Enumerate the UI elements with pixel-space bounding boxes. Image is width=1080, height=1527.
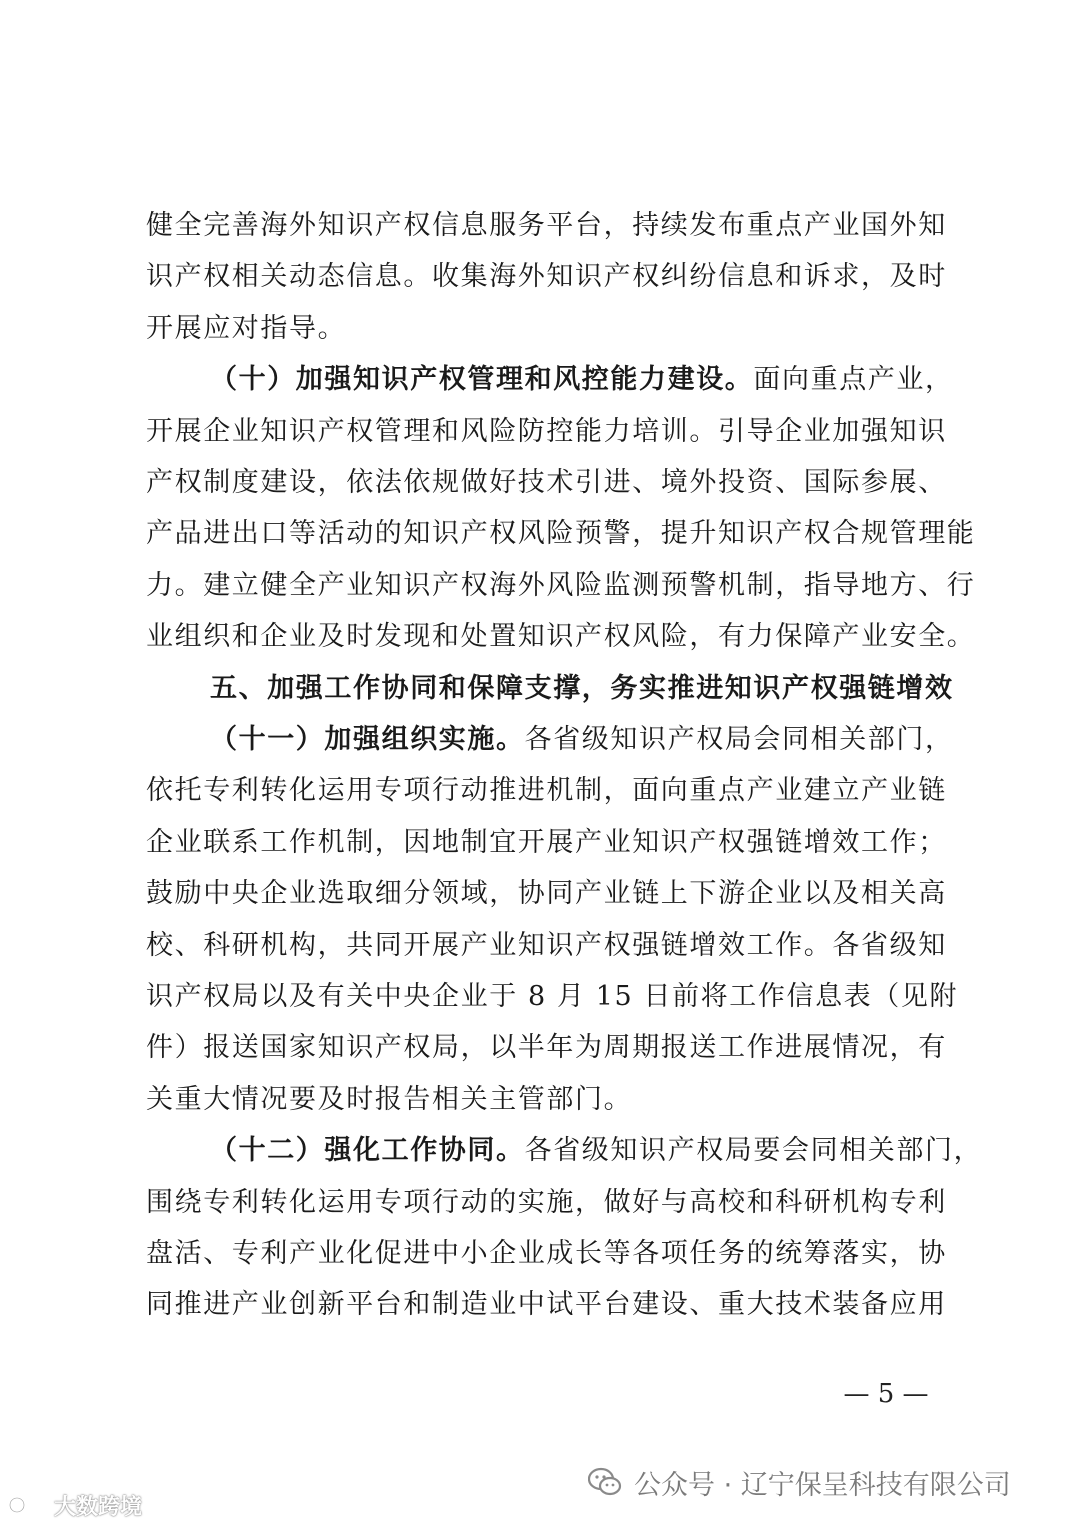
text-line	[146, 874, 946, 914]
text-line	[146, 926, 946, 966]
clause-heading: （十）加强知识产权管理和风控能力建设。	[210, 364, 754, 396]
watermark-text: 公众号 · 辽宁保呈科技有限公司	[634, 1469, 1011, 1501]
line-text: 依托专利转化运用专项行动推进机制，面向重点产业建立产业链	[146, 775, 947, 807]
line-text: 开展企业知识产权管理和风险防控能力培训。引导企业加强知识	[146, 415, 947, 447]
text-line	[146, 1183, 946, 1223]
section-heading	[210, 669, 954, 709]
text-line	[146, 257, 946, 297]
wechat-icon	[588, 1467, 622, 1497]
line-text: 业组织和企业及时发现和处置知识产权风险，有力保障产业安全。	[146, 621, 976, 653]
line-text: 识产权局以及有关中央企业于 8 月 15 日前将工作信息表（见附	[146, 981, 959, 1012]
line-text: 产品进出口等活动的知识产权风险预警，提升知识产权合规管理能	[146, 518, 976, 550]
line-text: 力。建立健全产业知识产权海外风险监测预警机制，指导地方、行	[146, 569, 976, 601]
brand-logo-icon	[8, 1492, 48, 1518]
line-text: 识产权相关动态信息。收集海外知识产权纠纷信息和诉求，及时	[146, 261, 947, 293]
text-line	[210, 1131, 983, 1171]
text-line	[146, 566, 976, 606]
line-text: 校、科研机构，共同开展产业知识产权强链增效工作。各省级知	[146, 929, 947, 961]
text-line	[146, 1080, 946, 1120]
text-line	[146, 1285, 946, 1325]
corner-brand-text: 大数跨境	[54, 1494, 143, 1520]
page-number: — 5 —	[843, 1379, 929, 1409]
text-line	[210, 360, 954, 400]
line-text: 开展应对指导。	[146, 312, 347, 344]
text-line	[146, 1028, 946, 1068]
line-text: 企业联系工作机制，因地制宜开展产业知识产权强链增效工作；	[146, 826, 947, 858]
section-heading-text: 五、加强工作协同和保障支撑，务实推进知识产权强链增效	[210, 672, 954, 704]
text-line	[210, 720, 954, 760]
line-text: 各省级知识产权局会同相关部门，	[524, 724, 954, 755]
text-line	[146, 463, 946, 503]
line-text: 围绕专利转化运用专项行动的实施，做好与高校和科研机构专利	[146, 1186, 947, 1218]
text-line	[146, 823, 946, 863]
text-line	[146, 977, 959, 1017]
text-line	[146, 617, 976, 657]
line-text: 盘活、专利产业化促进中小企业成长等各项任务的统筹落实，协	[146, 1238, 947, 1269]
text-line	[146, 206, 946, 246]
line-text: 鼓励中央企业选取细分领域，协同产业链上下游企业以及相关高	[146, 878, 947, 910]
text-line	[146, 1234, 946, 1274]
line-text: 同推进产业创新平台和制造业中试平台建设、重大技术装备应用	[146, 1289, 947, 1321]
line-text: 件）报送国家知识产权局，以半年为周期报送工作进展情况，有	[146, 1032, 947, 1064]
text-line	[146, 412, 946, 452]
line-text: 各省级知识产权局要会同相关部门，	[524, 1135, 983, 1167]
line-text: 健全完善海外知识产权信息服务平台，持续发布重点产业国外知	[146, 210, 947, 241]
line-text: 产权制度建设，依法依规做好技术引进、境外投资、国际参展、	[146, 467, 947, 498]
text-line	[146, 514, 976, 554]
text-line	[146, 771, 946, 811]
corner-brand-mark	[8, 1488, 142, 1522]
clause-heading: （十一）加强组织实施。	[210, 724, 525, 755]
clause-heading: （十二）强化工作协同。	[210, 1135, 525, 1167]
line-text: 面向重点产业，	[753, 364, 954, 396]
line-text: 关重大情况要及时报告相关主管部门。	[146, 1083, 633, 1115]
wechat-watermark	[588, 1462, 1058, 1502]
text-line	[146, 309, 946, 349]
